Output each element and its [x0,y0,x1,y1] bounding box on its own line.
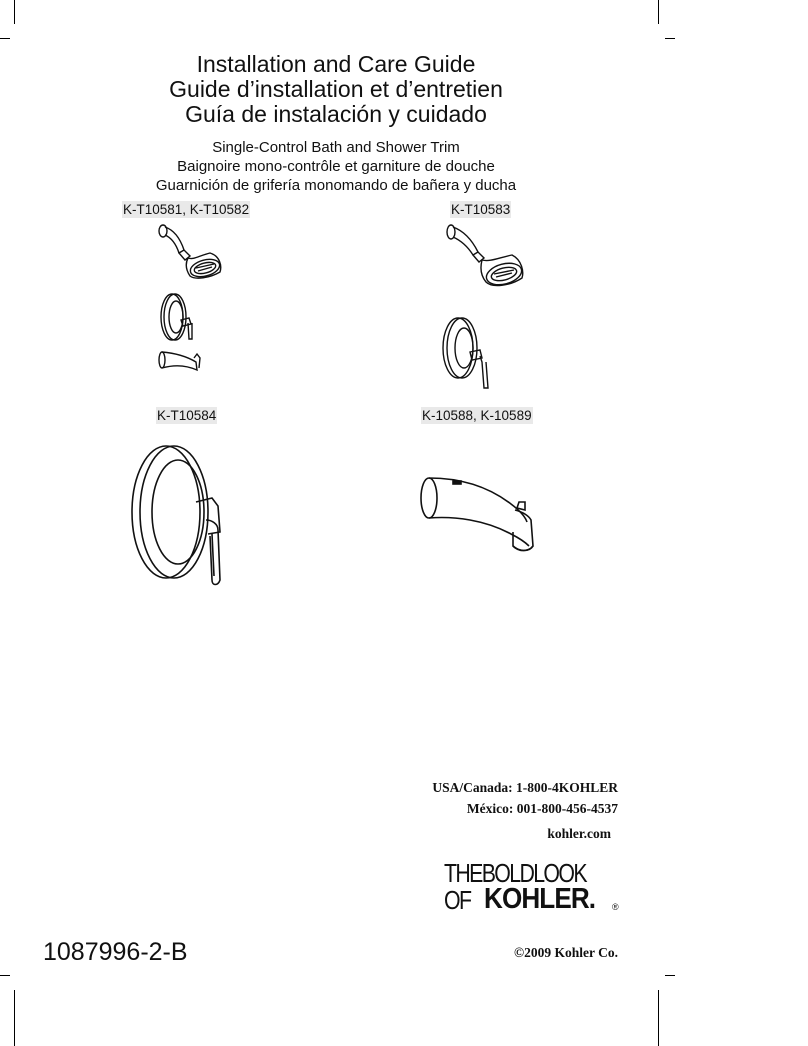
valve-figure-c [128,440,258,590]
crop-mark [14,990,15,1046]
showerhead-figure-a [150,220,240,390]
title-block [0,52,672,127]
copyright: ©2009 Kohler Co. [514,945,618,960]
title-en: Installation and Care Guide [196,51,476,77]
website-link[interactable]: kohler.com [547,826,611,841]
logo-line2-kohler: KOHLER. [484,883,596,915]
crop-mark [665,38,675,39]
crop-mark [658,990,659,1046]
phone-mexico: México: 001-800-456-4537 [466,801,618,816]
document-number: 1087996-2-B [43,938,188,966]
crop-mark [0,38,10,39]
kohler-logo [444,858,624,916]
subtitle-block [0,138,672,195]
model-label-d: K-10588, K-10589 [422,408,532,423]
model-label-c: K-T10584 [157,408,217,423]
title-fr: Guide d’installation et d’entretien [169,76,503,102]
phone-usa-canada: USA/Canada: 1-800-4KOHLER [432,780,618,795]
subtitle-en: Single-Control Bath and Shower Trim [212,139,460,156]
crop-mark [14,0,15,24]
model-label-b: K-T10583 [451,202,511,217]
logo-line2-of: OF [444,885,471,915]
tub-spout-figure-d [415,462,555,572]
crop-mark [665,975,675,976]
registered-mark: ® [612,902,619,912]
crop-mark [0,975,10,976]
logo-line1: THEBOLDLOOK [444,858,586,888]
subtitle-fr: Baignoire mono-contrôle et garniture de douche [177,158,495,175]
crop-mark [658,0,659,24]
model-label-a: K-T10581, K-T10582 [123,202,250,217]
subtitle-es: Guarnición de grifería monomando de bañera y ducha [155,177,517,194]
title-es: Guía de instalación y cuidado [185,101,487,127]
showerhead-figure-b [440,220,550,400]
